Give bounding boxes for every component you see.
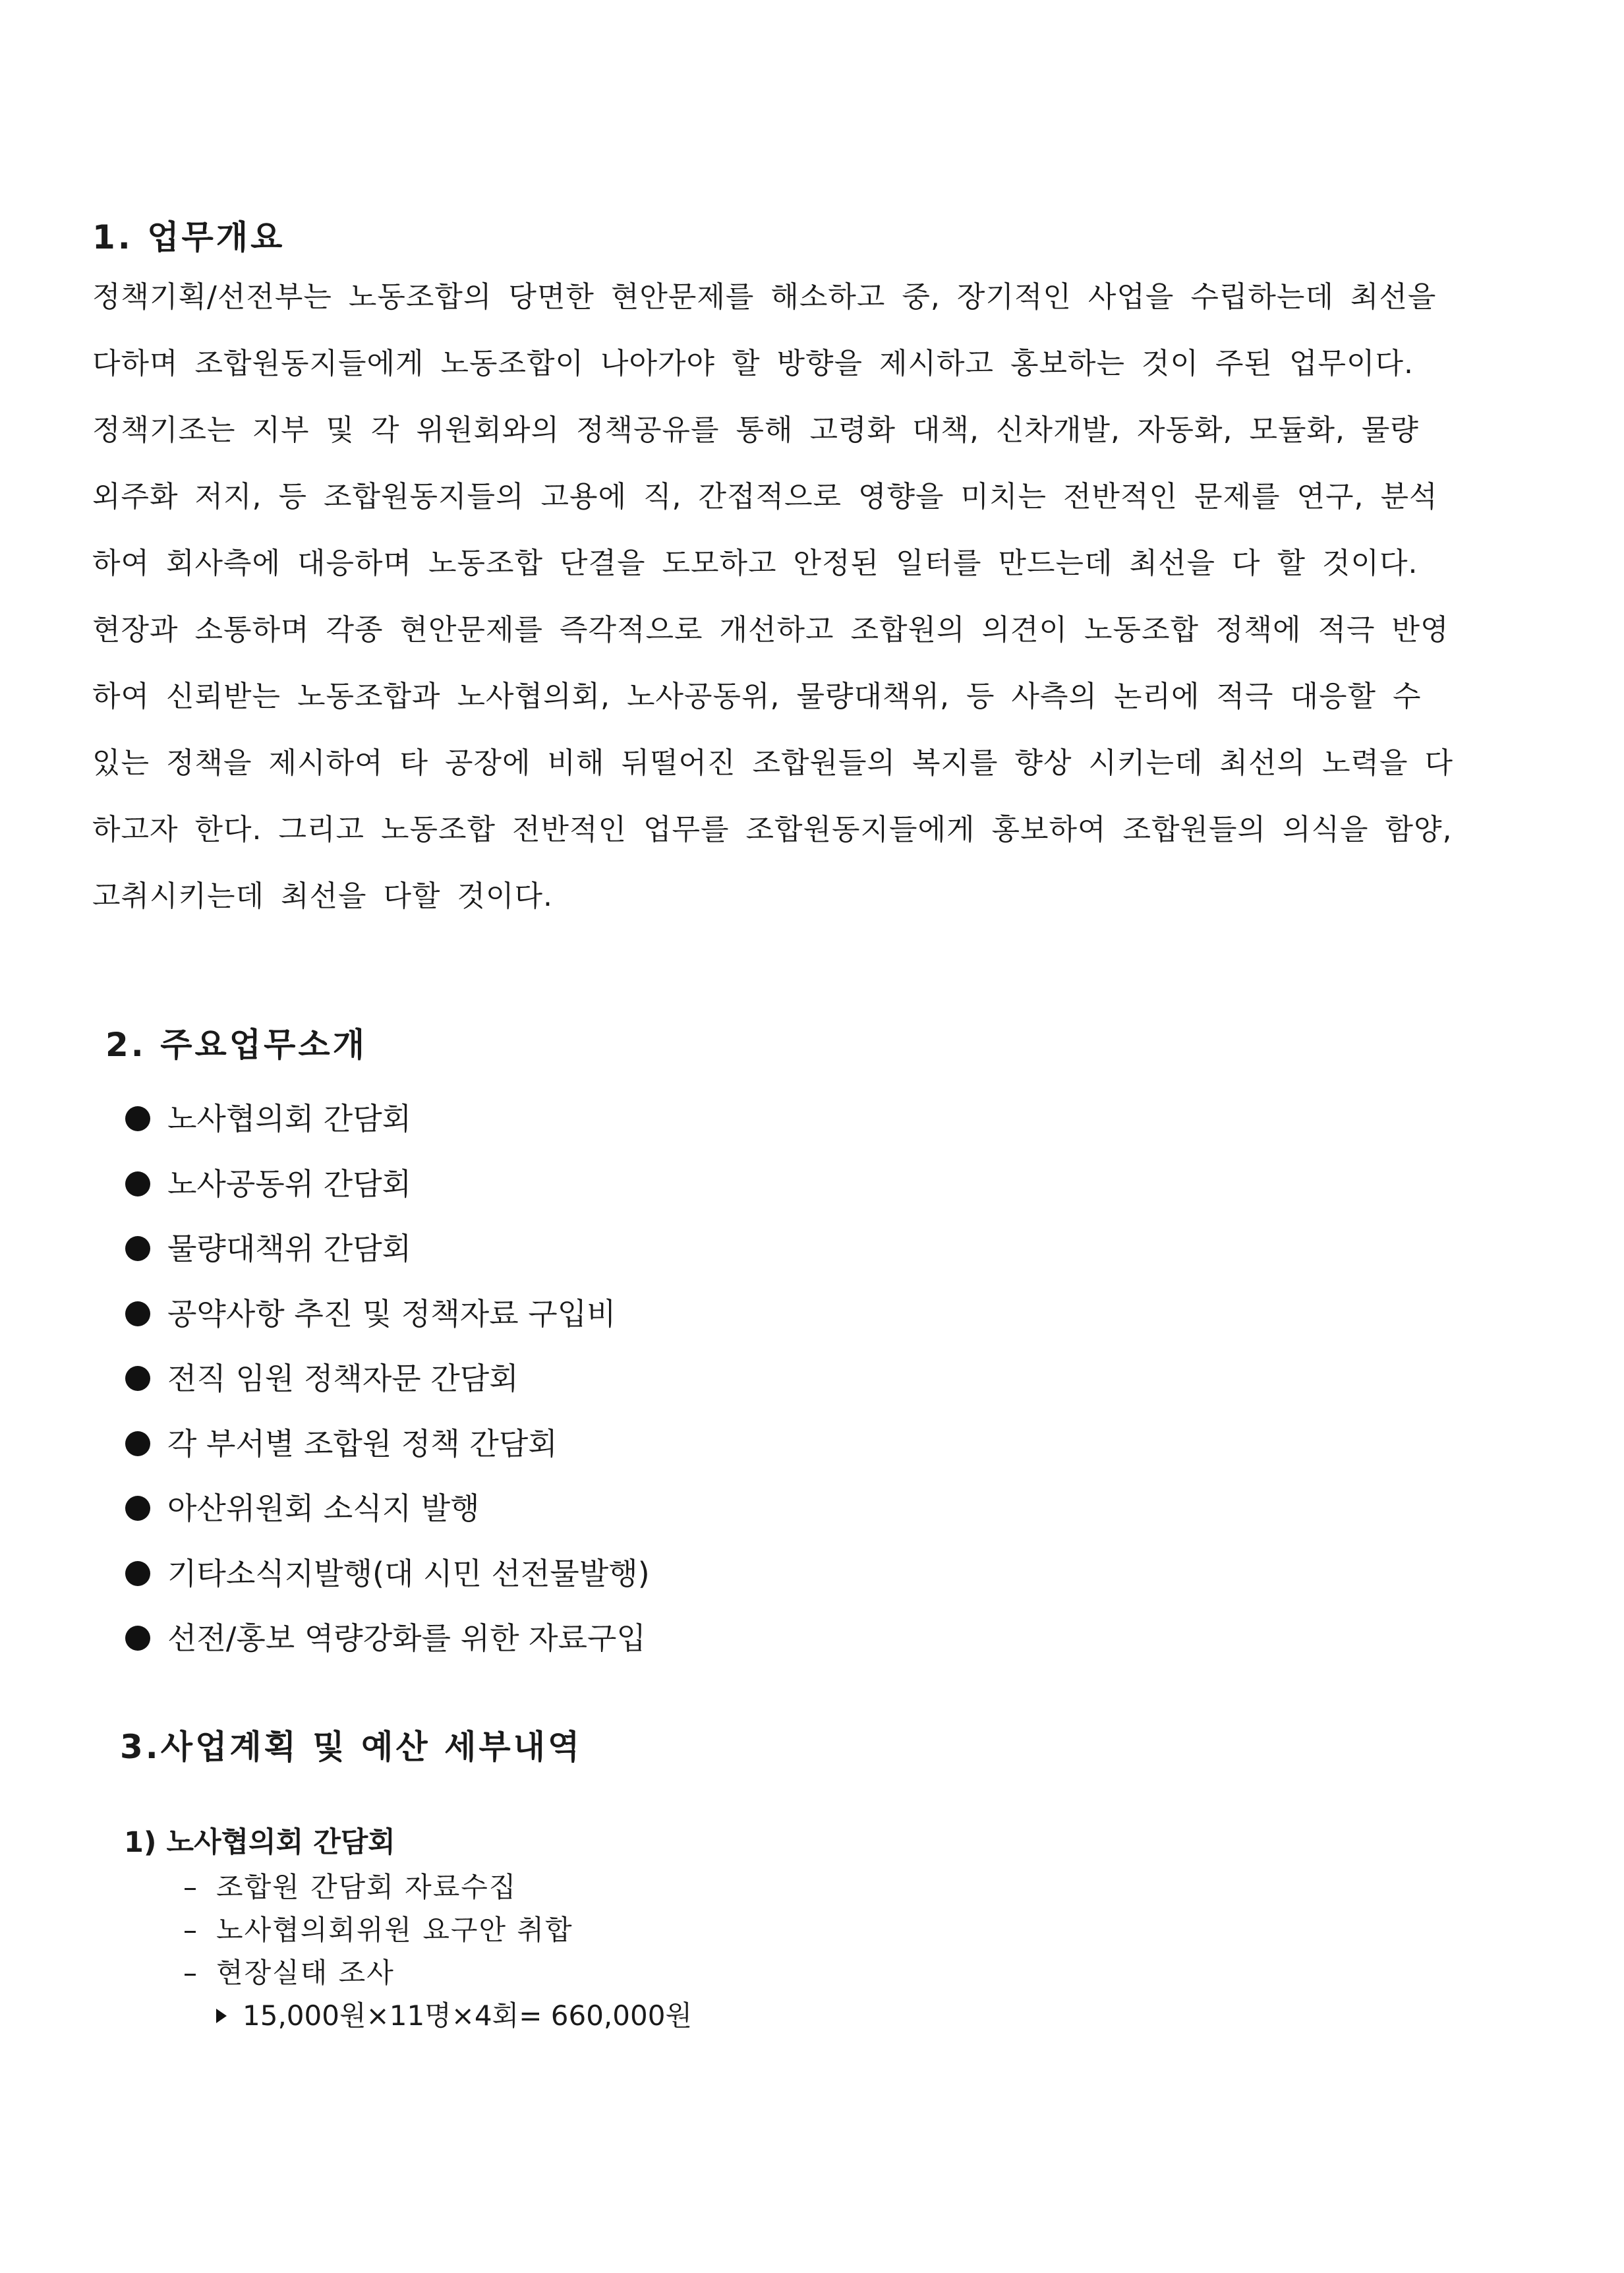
bullet-icon [125,1626,150,1651]
list-item-label: 아산위원회 소식지 발행 [167,1491,480,1526]
paragraph-line: 있는 정책을 제시하여 타 공장에 비해 뒤떨어진 조합원들의 복지를 향상 시키는데 최선의 노력을 다 [92,746,1453,780]
paragraph-line: 정책기조는 지부 및 각 위원회와의 정책공유를 통해 고령화 대책, 신차개발, 자동화, 모듈화, 물량 [92,413,1419,447]
overview-paragraph [92,264,1516,930]
bullet-icon [125,1236,150,1261]
list-item-label: 전직 임원 정책자문 간담회 [167,1361,519,1396]
plan-subitem-label: 조합원 간담회 자료수집 [216,1871,517,1903]
list-item [125,1086,650,1152]
main-tasks-list [125,1086,650,1671]
bullet-icon [125,1366,150,1391]
plan-subitem-label: 현장실태 조사 [216,1957,395,1989]
list-item [125,1216,650,1282]
list-item [125,1152,650,1217]
dash-marker: – [183,1914,198,1946]
paragraph-line: 정책기획/선전부는 노동조합의 당면한 현안문제를 해소하고 중, 장기적인 사업을 수립하는데 최선을 [92,280,1437,314]
list-item-label: 노사공동위 간담회 [167,1166,412,1202]
list-item-label: 물량대책위 간담회 [167,1231,412,1266]
bullet-icon [125,1301,150,1326]
list-item-label: 노사협의회 간담회 [167,1101,412,1136]
section-1-title: 1. 업무개요 [92,218,285,256]
section-2-title: 2. 주요업무소개 [105,1026,367,1064]
bullet-icon [125,1106,150,1131]
paragraph-line: 고취시키는데 최선을 다할 것이다. [92,879,553,913]
plan-subitem [183,1866,692,1908]
plan-item-title: 1) 노사협의회 간담회 [124,1826,395,1859]
list-item-label: 각 부서별 조합원 정책 간담회 [167,1425,558,1461]
list-item [125,1411,650,1477]
section-3-title: 3.사업계획 및 예산 세부내역 [120,1728,583,1766]
bullet-icon [125,1431,150,1456]
plan-item-1 [124,1819,692,2037]
plan-subitem-label: 노사협의회위원 요구안 취합 [216,1914,573,1946]
list-item [125,1282,650,1347]
plan-subitem [183,1951,692,1994]
paragraph-line: 다하며 조합원동지들에게 노동조합이 나아가야 할 방향을 제시하고 홍보하는 것이 주된 업무이다. [92,347,1414,380]
list-item-label: 공약사항 추진 및 정책자료 구입비 [167,1295,616,1332]
paragraph-line: 하여 회사측에 대응하며 노동조합 단결을 도모하고 안정된 일터를 만드는데 최선을 다 할 것이다. [92,546,1418,580]
list-item [125,1476,650,1541]
dash-marker: – [183,1871,198,1903]
triangle-right-icon [216,2009,227,2023]
bullet-icon [125,1496,150,1521]
paragraph-line: 하여 신뢰받는 노동조합과 노사협의회, 노사공동위, 물량대책위, 등 사측의 논리에 적극 대응할 수 [92,680,1422,713]
paragraph-line: 외주화 저지, 등 조합원동지들의 고용에 직, 간접적으로 영향을 미치는 전반적인 문제를 연구, 분석 [92,480,1438,514]
plan-subitems [124,1866,692,1994]
budget-calculation [124,1994,692,2037]
paragraph-line: 하고자 한다. 그리고 노동조합 전반적인 업무를 조합원동지들에게 홍보하여 조합원들의 의식을 함양, [92,813,1453,846]
list-item [125,1606,650,1671]
bullet-icon [125,1171,150,1196]
paragraph-line: 현장과 소통하며 각종 현안문제를 즉각적으로 개선하고 조합원의 의견이 노동조합 정책에 적극 반영 [92,613,1449,647]
list-item [125,1541,650,1607]
list-item-label: 선전/홍보 역량강화를 위한 자료구입 [167,1620,646,1656]
list-item [125,1346,650,1411]
list-item-label: 기타소식지발행(대 시민 선전물발행) [167,1555,650,1591]
bullet-icon [125,1561,150,1586]
budget-calculation-text: 15,000원×11명×4회= 660,000원 [243,1999,693,2032]
dash-marker: – [183,1957,198,1989]
plan-subitem [183,1908,692,1951]
